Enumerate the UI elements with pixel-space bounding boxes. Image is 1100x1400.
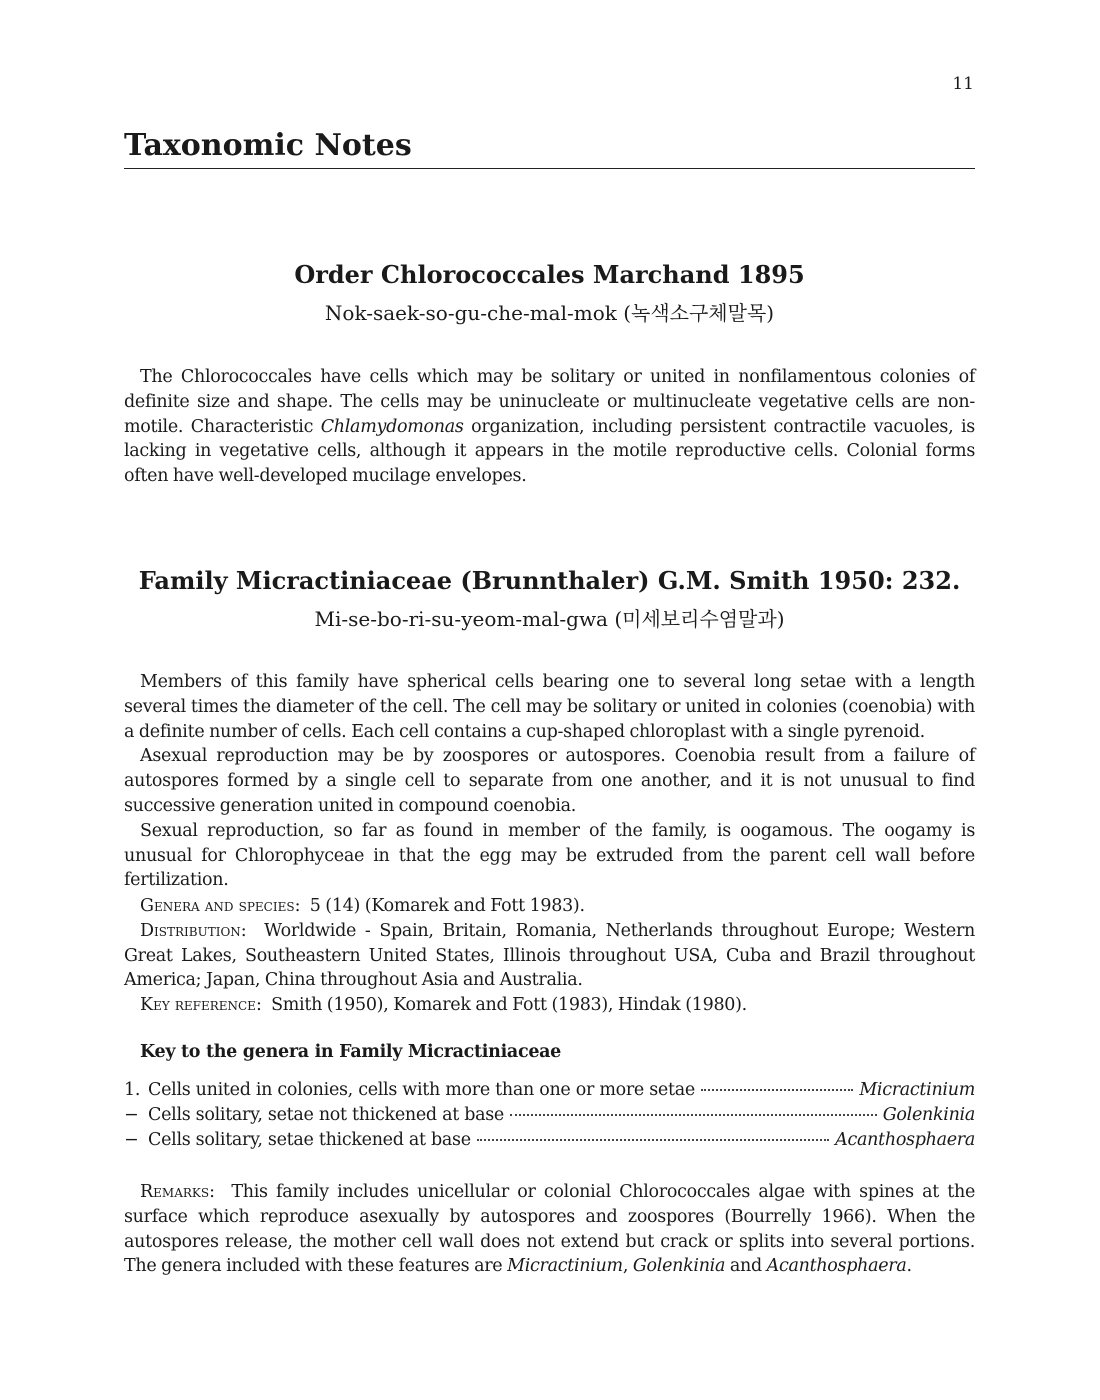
remarks-separator: and — [725, 1256, 767, 1277]
remarks-text: This family includes unicellular or colonial Chlorococcales algae with spines at the surface which reproduce asexually by autospores and zoospores (Bourrelly 1966). When the autospores release, the mother cell wall does not extend but crack or splits into several portions. The genera included with these features are — [124, 1182, 976, 1277]
key-row-number: − — [124, 1105, 139, 1125]
key-row — [124, 1105, 975, 1130]
family-facts — [124, 894, 975, 1018]
genera-label: Genera and species — [140, 896, 295, 916]
title-rule — [124, 168, 975, 169]
remarks — [124, 1180, 975, 1279]
family-korean-name: Mi-se-bo-ri-su-yeom-mal-gwa (미세보리수염말과) — [314, 607, 785, 631]
key-row-description: Cells solitary, setae thickened at base — [148, 1130, 471, 1150]
family-paragraph: Sexual reproduction, so far as found in member of the family, is oogamous. The oogamy is unusual for Chlorophyceae in that the egg may be extruded from the parent cell wall before fertilization. — [124, 820, 975, 891]
family-title: Family Micractiniaceae (Brunnthaler) G.M. Smith 1950: 232. — [138, 566, 961, 595]
key-reference-label: Key reference — [140, 995, 256, 1016]
family-paragraph: Asexual reproduction may be by zoospores or autospores. Coenobia result from a failure of autospores formed by a single cell to separate from one another, and it is not unusual to find successive generation united in compound coenobia. — [124, 746, 975, 816]
remarks-genus-acanthosphaera: Acanthosphaera — [766, 1256, 907, 1277]
key-row — [124, 1080, 975, 1105]
order-description-paragraph — [124, 365, 975, 489]
remarks-paragraph: Remarks: This family includes unicellular or colonial Chlorococcales algae with spines at the surface which reproduce asexually by autospores and zoospores (Bourrelly 1966). When the autospores release, the mother cell wall does not extend but crack or splits into several portions. The genera included with these features are Micractinium, Golenkinia and Acanthosphaera. — [124, 1182, 976, 1277]
dot-leader — [510, 1114, 877, 1116]
key-row-description: Cells solitary, setae not thickened at base — [148, 1105, 504, 1125]
remarks-label: Remarks — [140, 1182, 210, 1202]
key-row-genus: Micractinium — [859, 1080, 975, 1100]
genera-key — [124, 1080, 975, 1155]
family-paragraph: Members of this family have spherical cells bearing one to several long setae with a length several times the diameter of the cell. The cell may be solitary or united in colonies (coenobia) with a definite number of cells. Each cell contains a cup-shaped chloroplast with a single pyrenoid. — [124, 672, 975, 742]
key-reference: Key reference: Smith (1950), Komarek and Fott (1983), Hindak (1980). — [140, 995, 747, 1016]
key-row-genus: Acanthosphaera — [835, 1130, 975, 1150]
order-description — [124, 365, 975, 489]
order-description-text-cont: organization, including persistent contractile vacuoles, is lacking in vegetative cells, although it appears in the motile reproductive cells. Colonial forms often have well-developed mucilage envelopes. — [124, 416, 975, 487]
distribution-label: Distribution — [140, 920, 241, 941]
key-row-genus: Golenkinia — [882, 1105, 975, 1125]
key-title: Key to the genera in Family Micractiniaceae — [140, 1042, 562, 1062]
order-korean-name: Nok-saek-so-gu-che-mal-mok (녹색소구체말목) — [324, 301, 775, 325]
genera-text: 5 (14) (Komarek and Fott 1983). — [309, 896, 585, 916]
remarks-separator: , — [622, 1256, 633, 1277]
dot-leader — [701, 1089, 853, 1091]
key-row — [124, 1130, 975, 1155]
key-row-number: 1. — [124, 1080, 141, 1100]
remarks-genus-micractinium: Micractinium — [507, 1256, 623, 1277]
distribution: Distribution: Worldwide - Spain, Britain, Romania, Netherlands throughout Europe; Western Great Lakes, Southeastern United States, Illinois throughout USA, Cuba and Brazil throughout America; Japan, China throughout Asia and Australia. — [124, 920, 975, 991]
key-row-description: Cells united in colonies, cells with more than one or more setae — [148, 1080, 695, 1100]
page-number: 11 — [952, 74, 974, 94]
distribution-text: Worldwide - Spain, Britain, Romania, Netherlands throughout Europe; Western Great Lakes, Southeastern United States, Illinois throughout USA, Cuba and Brazil throughout America; Japan, China throughout Asia and Australia. — [124, 920, 975, 991]
remarks-genus-golenkinia: Golenkinia — [632, 1256, 726, 1277]
genera-and-species: Genera and species: 5 (14) (Komarek and Fott 1983). — [140, 896, 585, 916]
dot-leader — [477, 1139, 829, 1141]
family-description — [124, 670, 975, 893]
order-description-text: The Chlorococcales have cells which may be solitary or united in nonfilamentous colonies of definite size and shape. The cells may be uninucleate or multinucleate vegetative cells are non-motile. Characteristic — [124, 367, 975, 437]
order-title: Order Chlorococcales Marchand 1895 — [294, 260, 805, 289]
key-reference-text: Smith (1950), Komarek and Fott (1983), Hindak (1980). — [271, 995, 747, 1016]
remarks-end: . — [906, 1256, 912, 1277]
section-title: Taxonomic Notes — [124, 128, 412, 163]
order-description-genus: Chlamydomonas — [320, 416, 464, 437]
key-row-number: − — [124, 1130, 139, 1150]
